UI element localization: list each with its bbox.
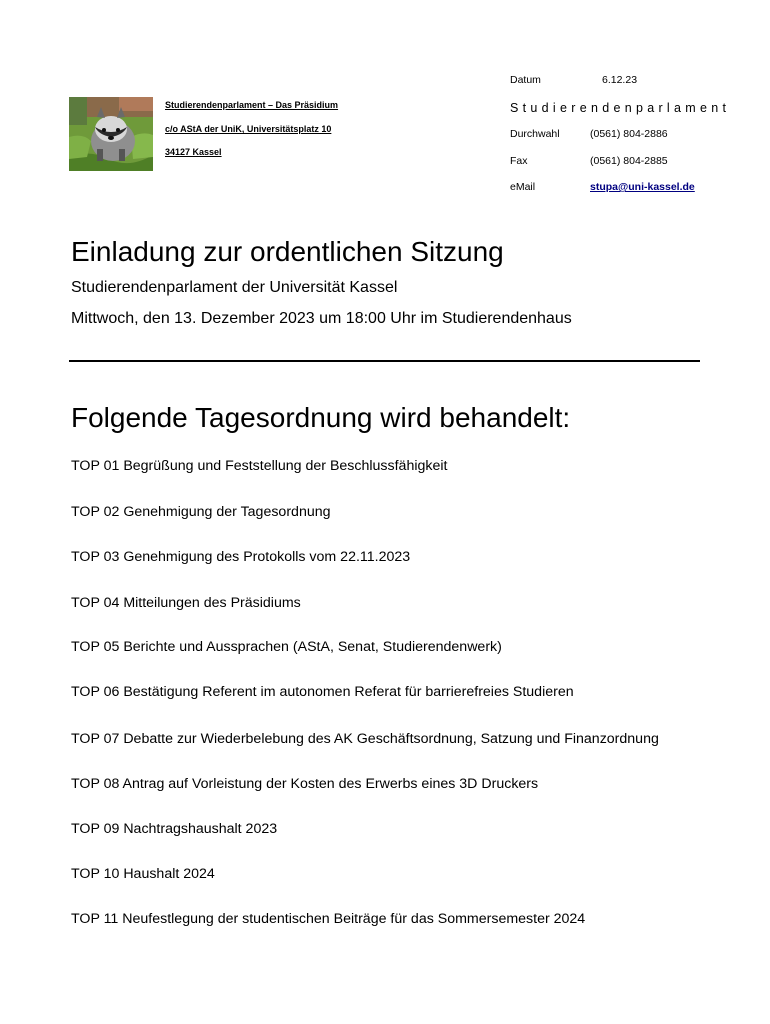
datum-value: 6.12.23 [602, 74, 638, 86]
email-link[interactable]: stupa@uni-kassel.de [590, 181, 695, 193]
agenda-item: TOP 07 Debatte zur Wiederbelebung des AK Geschäftsordnung, Satzung und Finanzordnung [71, 731, 659, 747]
sender-line-2: c/o AStA der UniK, Universitätsplatz 10 [165, 124, 332, 134]
email-label: eMail [510, 181, 536, 193]
sender-line-3: 34127 Kassel [165, 147, 222, 157]
agenda-item: TOP 11 Neufestlegung der studentischen Beiträge für das Sommersemester 2024 [71, 911, 586, 927]
durchwahl-label: Durchwahl [510, 128, 560, 140]
agenda-heading: Folgende Tagesordnung wird behandelt: [71, 402, 571, 433]
agenda-item: TOP 04 Mitteilungen des Präsidiums [71, 595, 301, 611]
agenda-item: TOP 03 Genehmigung des Protokolls vom 22.11.2023 [71, 549, 411, 565]
agenda-item: TOP 01 Begrüßung und Feststellung der Beschlussfähigkeit [71, 458, 448, 474]
agenda-item: TOP 02 Genehmigung der Tagesordnung [71, 504, 331, 520]
page-title: Einladung zur ordentlichen Sitzung [71, 236, 504, 267]
fax-label: Fax [510, 155, 528, 167]
durchwahl-value: (0561) 804-2886 [590, 128, 668, 140]
raccoon-logo-image [69, 97, 153, 171]
agenda-item: TOP 06 Bestätigung Referent im autonomen Referat für barrierefreies Studieren [71, 684, 574, 700]
sender-line-1: Studierendenparlament – Das Präsidium [165, 100, 339, 110]
subtitle-parliament: Studierendenparlament der Universität Kassel [71, 279, 398, 296]
agenda-item: TOP 10 Haushalt 2024 [71, 866, 215, 882]
agenda-item: TOP 09 Nachtragshaushalt 2023 [71, 821, 278, 837]
subtitle-date: Mittwoch, den 13. Dezember 2023 um 18:00 Uhr im Studierendenhaus [71, 310, 572, 327]
agenda-item: TOP 08 Antrag auf Vorleistung der Kosten des Erwerbs eines 3D Druckers [71, 776, 539, 792]
organization-name: Studierendenparlament [510, 101, 731, 115]
fax-value: (0561) 804-2885 [590, 155, 668, 167]
datum-label: Datum [510, 74, 541, 86]
agenda-item: TOP 05 Berichte und Aussprachen (AStA, Senat, Studierendenwerk) [71, 639, 502, 655]
divider-line [69, 360, 700, 362]
